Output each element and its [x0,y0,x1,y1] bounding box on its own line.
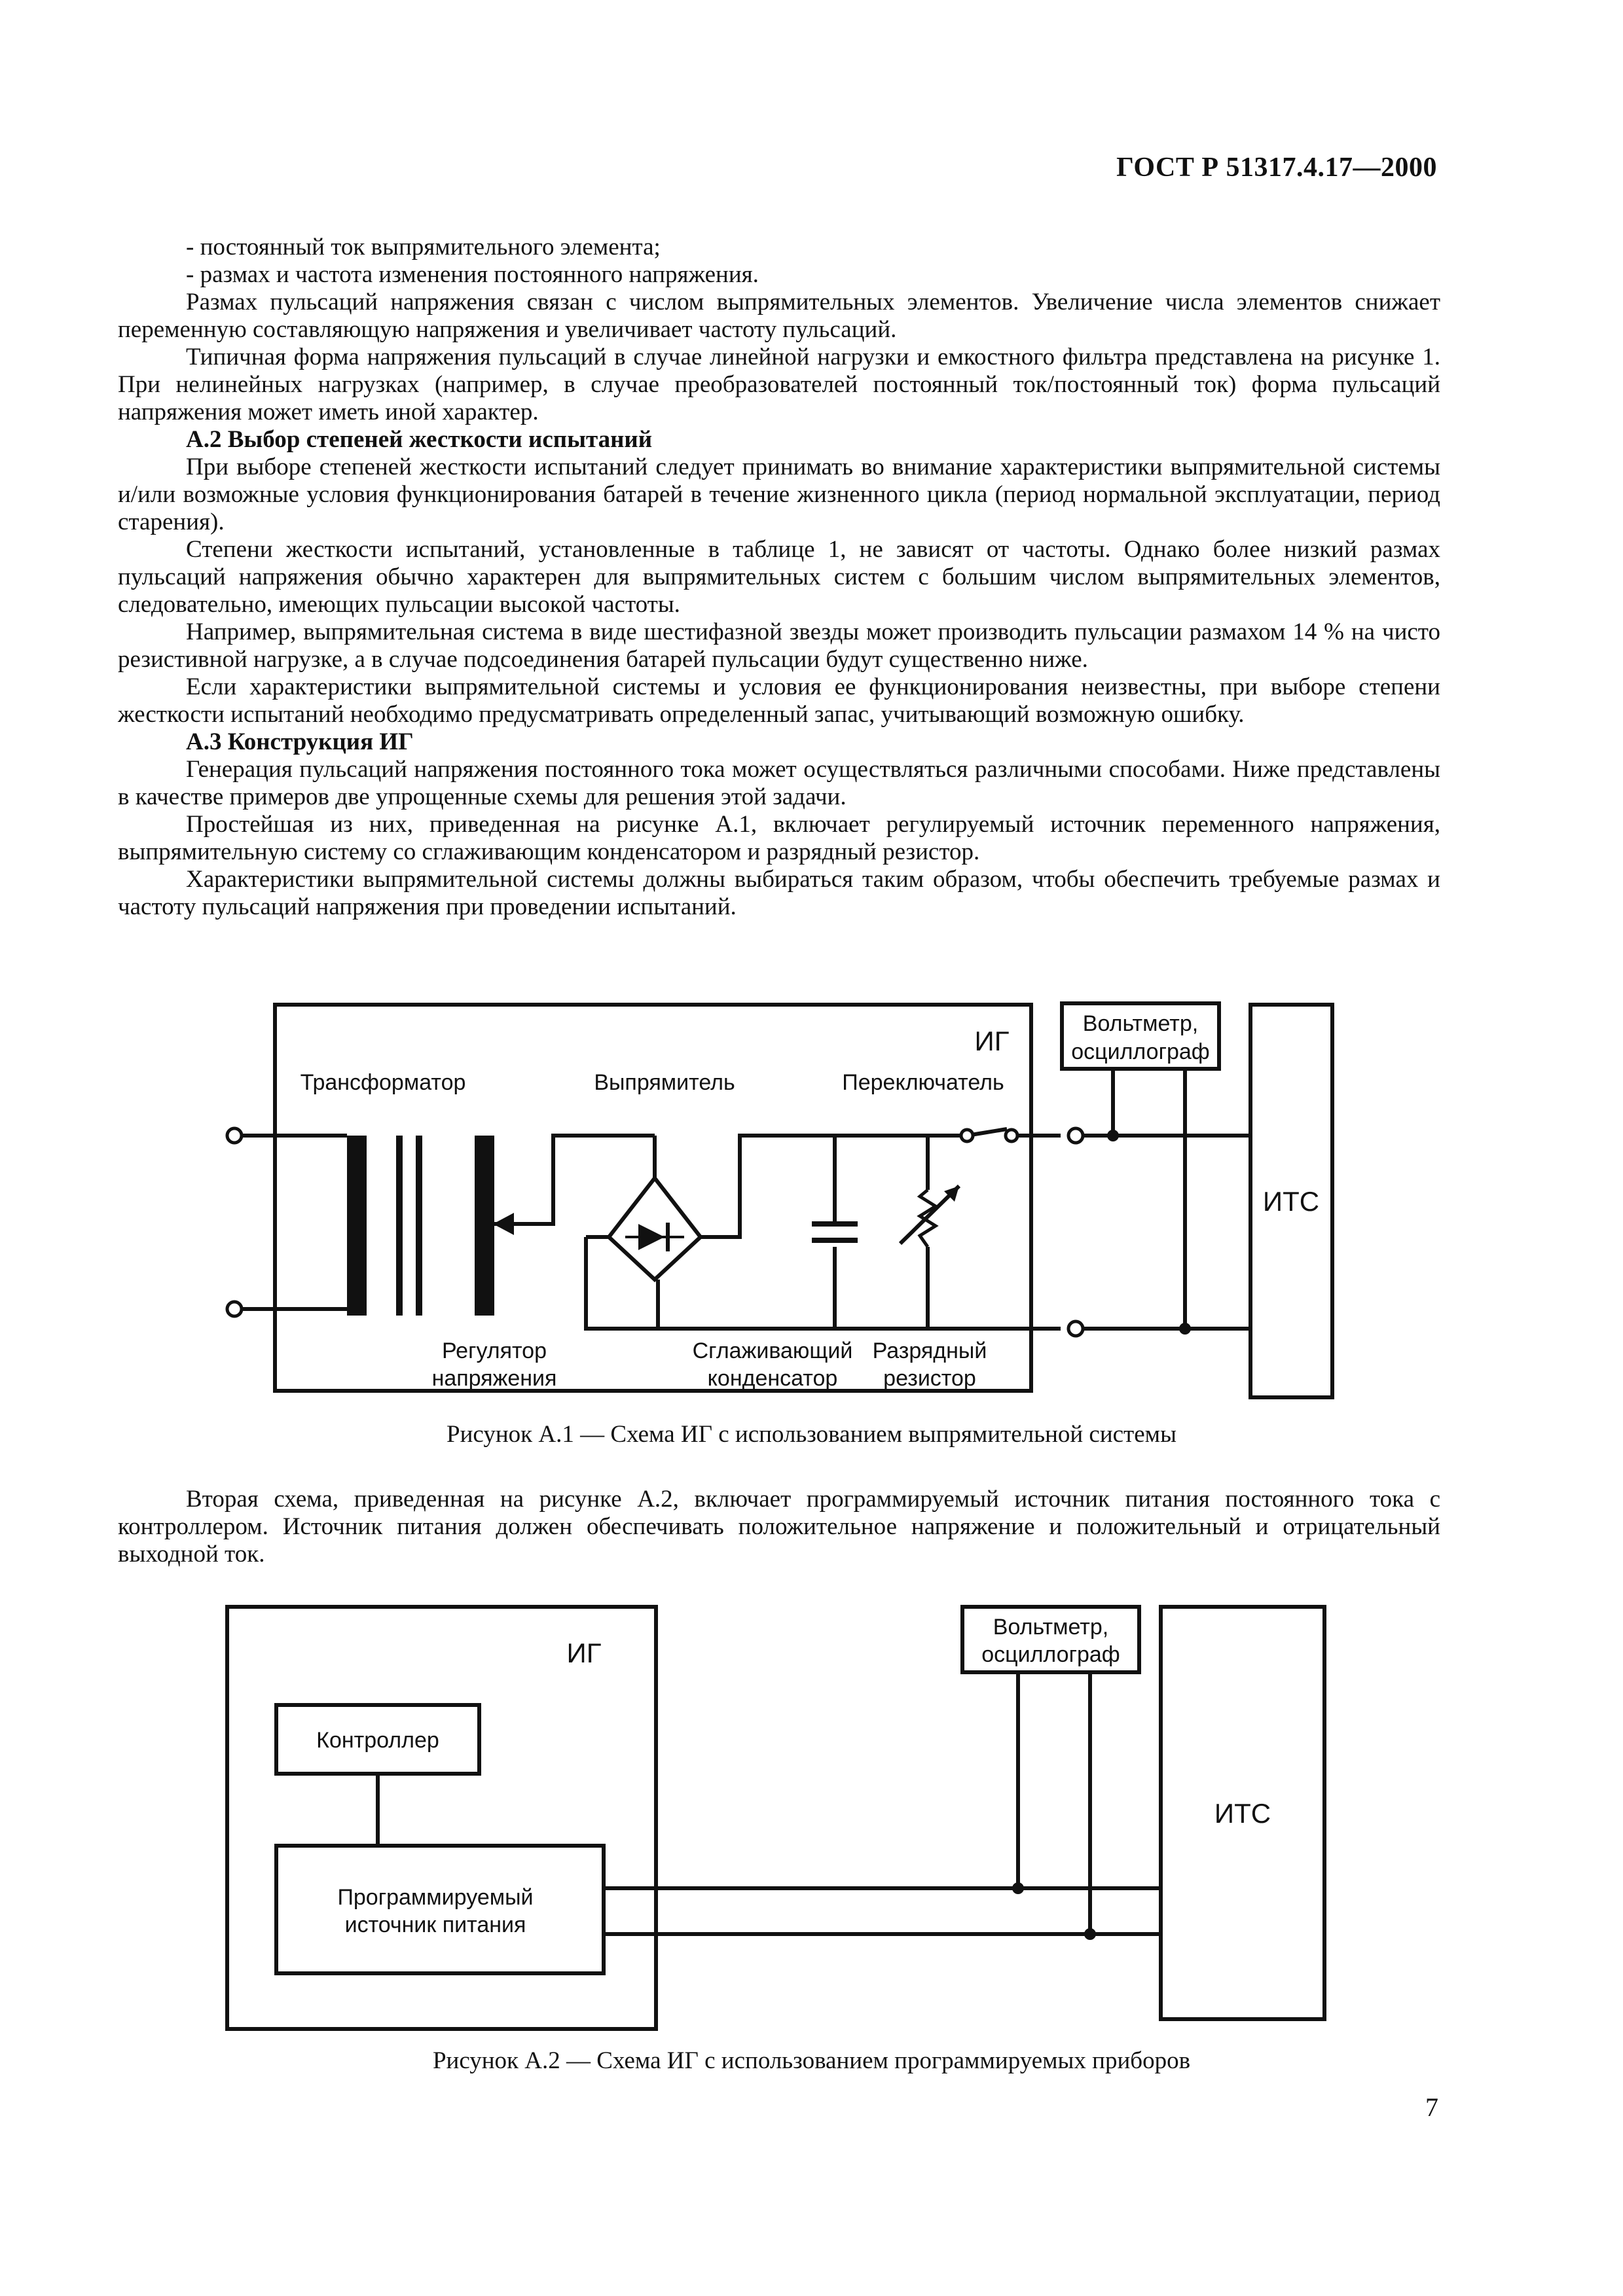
input-terminal [227,1128,242,1143]
resistor-label-line1: Разрядный [872,1338,987,1363]
paragraph: Степени жесткости испытаний, установленные в таблице 1, не зависят от частоты. Однако более низкий размах пульсаций напряжения обычно характерен для выпрямительных систем с большим числом выпрямительных элементов, следовательно, имеющих пульсации высокой частоты. [118,536,1440,618]
transformer-label: Трансформатор [300,1070,466,1095]
ig-box [275,1005,1031,1391]
controller-label: Контроллер [316,1728,439,1753]
figure-a1-diagram [196,982,1342,1401]
rectifier-label: Выпрямитель [594,1070,735,1095]
ig-label: ИГ [566,1638,602,1668]
paragraph: Простейшая из них, приведенная на рисунке А.1, включает регулируемый источник переменного напряжения, выпрямительную систему со сглаживающим конденсатором и разрядный резистор. [118,811,1440,865]
document-code: ГОСТ Р 51317.4.17—2000 [1116,152,1437,183]
switch-contact [961,1130,973,1141]
list-item: - постоянный ток выпрямительного элемента; [186,234,661,260]
regulator-label-line2: напряжения [431,1366,557,1391]
diode-symbol [625,1223,684,1251]
transformer [347,1136,494,1316]
its-label: ИТС [1262,1186,1320,1217]
regulator-label-line1: Регулятор [441,1338,547,1363]
voltmeter-label-line1: Вольтметр, [1082,1011,1199,1036]
resistor-label-line2: резистор [883,1366,976,1391]
capacitor-symbol [812,1224,858,1240]
section-heading-a2: А.2 Выбор степеней жесткости испытаний [186,426,653,453]
voltmeter-label-line2: осциллограф [1071,1039,1210,1064]
voltmeter-label-line2: осциллограф [981,1642,1120,1667]
psu-label-line2: источник питания [344,1912,526,1937]
junction-dot [1012,1882,1024,1894]
junction-dot [1084,1928,1096,1940]
paragraph: Характеристики выпрямительной системы должны выбираться таким образом, чтобы обеспечить требуемые размах и частоту пульсаций напряжения при проведении испытаний. [118,866,1440,920]
list-item: - размах и частота изменения постоянного напряжения. [186,261,759,288]
figure-a1-caption: Рисунок А.1 — Схема ИГ с использованием выпрямительной системы [447,1421,1176,1448]
capacitor-label-line1: Сглаживающий [692,1338,853,1363]
section-heading-a3: А.3 Конструкция ИГ [186,728,414,755]
paragraph: При выборе степеней жесткости испытаний следует принимать во внимание характеристики выпрямительной системы и/или возможные условия функционирования батарей в течение жизненного цикла (период нормальной эксплуатации, период старения). [118,454,1440,535]
paragraph: Вторая схема, приведенная на рисунке А.2, включает программируемый источник питания постоянного тока с контроллером. Источник питания должен обеспечивать положительное напряжение и положительный и отрицательный выходной ток. [118,1486,1440,1568]
switch-label: Переключатель [842,1070,1004,1095]
figure-a2-diagram [196,1584,1349,2042]
page-number: 7 [1425,2092,1438,2122]
its-label: ИТС [1214,1798,1271,1829]
paragraph: Генерация пульсаций напряжения постоянного тока может осуществляться различными способами. Ниже представлены в качестве примеров две упрощенные схемы для решения этой задачи. [118,756,1440,810]
figure-a2-caption: Рисунок А.2 — Схема ИГ с использованием программируемых приборов [432,2047,1191,2074]
ig-box [227,1607,656,2029]
regulator-arrow [493,1213,514,1235]
psu-label-line1: Программируемый [337,1885,534,1910]
output-terminal [1068,1128,1083,1143]
second-scheme-text [118,1486,1440,1568]
rectifier-bridge [609,1178,701,1280]
switch-contact [1006,1130,1017,1141]
ig-label: ИГ [974,1026,1010,1056]
paragraph: Например, выпрямительная система в виде шестифазной звезды может производить пульсации размахом 14 % на чисто резистивной нагрузке, а в случае подсоединения батарей пульсации будут существенно ниже. [118,619,1440,673]
junction-dot [1107,1130,1119,1141]
voltmeter-label-line1: Вольтметр, [993,1615,1109,1640]
output-terminal [1068,1321,1083,1336]
intro-text [118,234,1440,921]
junction-dot [1179,1323,1191,1335]
input-terminal [227,1302,242,1316]
paragraph: Если характеристики выпрямительной системы и условия ее функционирования неизвестны, при выборе степени жесткости испытаний необходимо предусматривать определенный запас, учитывающий возможную ошибку. [118,673,1440,728]
capacitor-label-line2: конденсатор [707,1366,838,1391]
paragraph: Типичная форма напряжения пульсаций в случае линейной нагрузки и емкостного фильтра представлена на рисунке 1. При нелинейных нагрузках (например, в случае преобразователей постоянный ток/постоянный ток) форма пульсаций напряжения может иметь иной характер. [118,344,1440,425]
paragraph: Размах пульсаций напряжения связан с числом выпрямительных элементов. Увеличение числа элементов снижает переменную составляющую напряжения и увеличивает частоту пульсаций. [118,289,1440,343]
